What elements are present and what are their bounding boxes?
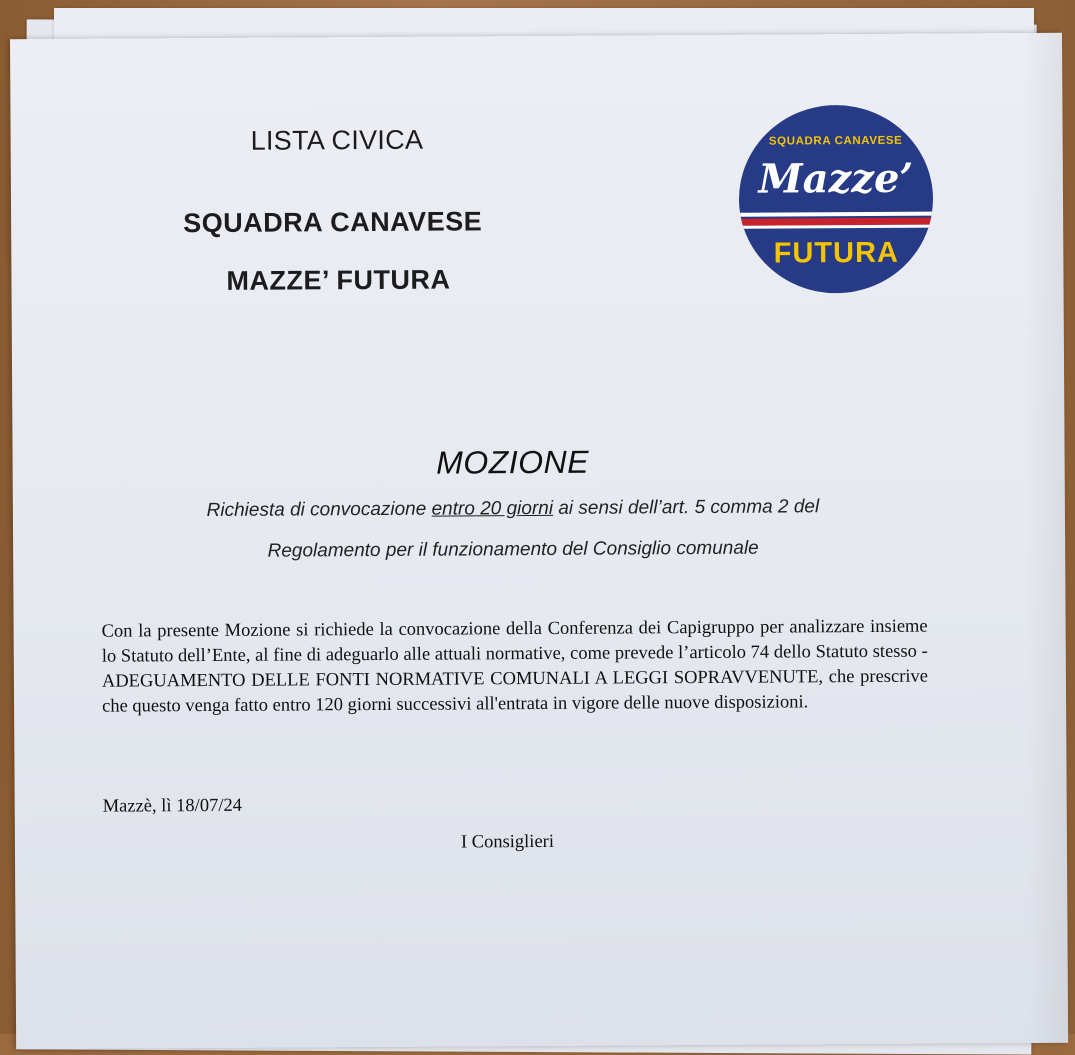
- logo-bottom-text: FUTURA: [773, 236, 900, 270]
- date-place: Mazzè, lì 18/07/24: [102, 795, 242, 817]
- subtitle-underlined: entro 20 giorni: [431, 497, 554, 520]
- subtitle-line-2: Regolamento per il funzionamento del Consiglio comunale: [267, 537, 759, 562]
- document-title: MOZIONE: [436, 443, 590, 481]
- signature-line: I Consiglieri: [460, 831, 554, 853]
- header-lista-civica: LISTA CIVICA: [250, 124, 424, 156]
- header-mazze-futura: MAZZE’ FUTURA: [226, 264, 451, 296]
- logo-script-text: Mazze’: [758, 154, 914, 203]
- motion-body-text: Con la presente Mozione si richiede la convocazione della Conferenza dei Capigruppo per analizzare insieme lo Statuto dell’Ente, al fine di adeguarlo alle attuali normative, come prevede l’articolo 74 dello Statuto stesso - ADEGUAMENTO DELLE FONTI NORMATIVE COMUNALI A LEGGI SOPRAVVENUTE, che prescrive che questo venga fatto entro 120 giorni successivi all'entrata in vigore delle nuove disposizioni.: [101, 616, 928, 717]
- party-logo: [737, 104, 934, 295]
- subtitle-before: Richiesta di convocazione: [206, 498, 432, 522]
- header-squadra-canavese: SQUADRA CANAVESE: [183, 206, 483, 239]
- document-page: [10, 33, 1068, 1049]
- subtitle-line-1: [13, 495, 1013, 523]
- subtitle-after: ai sensi dell’art. 5 comma 2 del: [552, 496, 820, 519]
- page-shadow: [1022, 33, 1068, 1043]
- logo-top-text: SQUADRA CANAVESE: [768, 134, 903, 148]
